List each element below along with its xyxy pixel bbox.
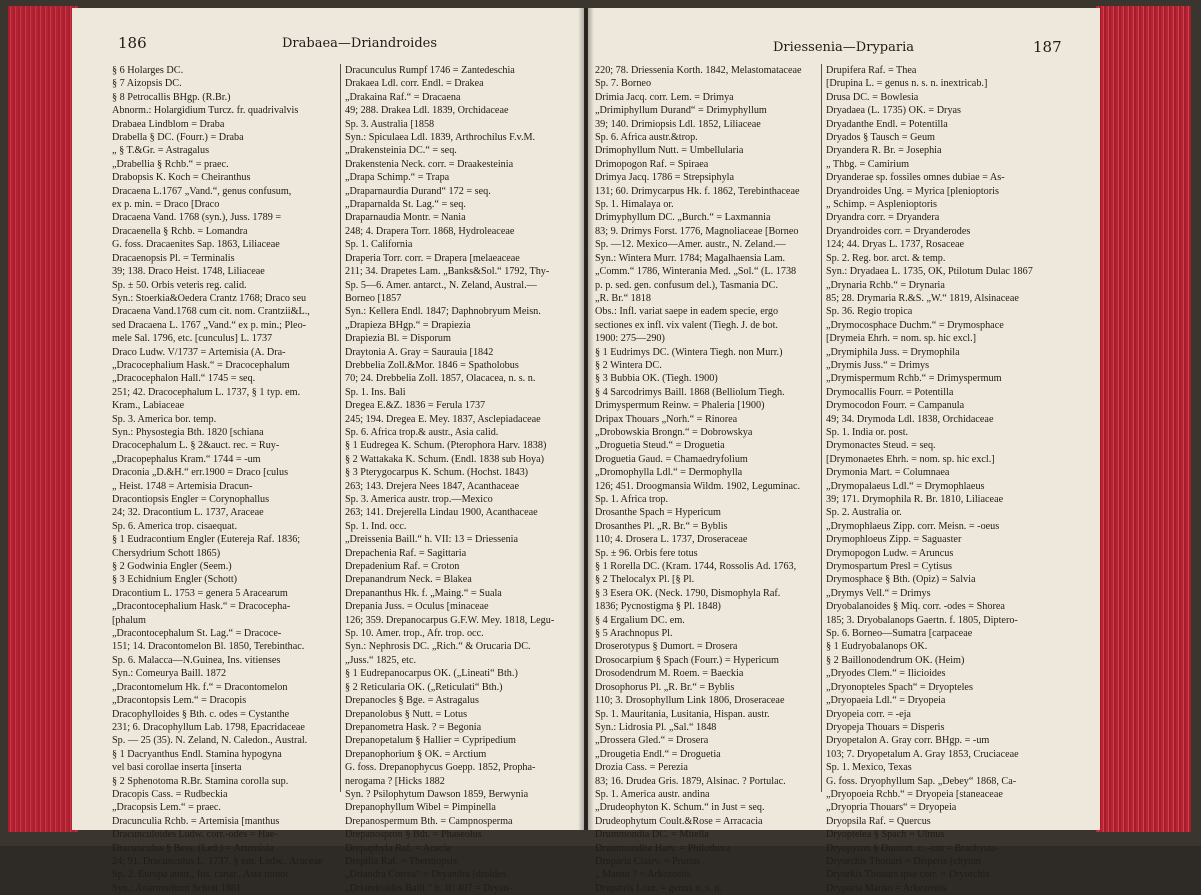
entry-line: § 7 Aizopsis DC. (112, 78, 182, 90)
left-page-number: 186 (118, 34, 147, 52)
entry-line: sed Dracaena L. 1767 „Vand.“ ex p. min.; Pleo- (112, 319, 307, 331)
entry-line: „Drymis Juss.“ = Drimys (826, 359, 930, 371)
entry-line: Drymonactes Steud. = seq. (826, 440, 936, 452)
entry-line: Sp. ± 50. Orbis veteris reg. calid. (112, 279, 247, 291)
entry-line: Drozia Cass. = Perezia (595, 762, 688, 774)
entry-line: 248; 4. Drapera Torr. 1868, Hydroleaceae (345, 225, 515, 237)
entry-line: Drimia Jacq. corr. Lem. = Drimya (595, 91, 734, 103)
entry-line: Drabaea Lindblom = Draba (112, 118, 225, 130)
entry-line: 39; 140. Drimiopsis Ldl. 1852, Liliaceae (595, 118, 761, 130)
entry-line: Sp. 7. Borneo (595, 78, 652, 90)
entry-line: Drummondia DC. = Mitella (595, 829, 709, 841)
entry-line: Dracontiopsis Engler = Corynophallus (112, 494, 270, 505)
entry-line: § 1 Eudrimys DC. (Wintera Tiegh. non Murr.) (595, 346, 783, 358)
entry-line: 24; 91. Dracunculus L. 1737, § em. Ludw., Araceae (112, 855, 323, 867)
entry-line: G. foss. Drepanophycus Goepp. 1852, Propha- (345, 762, 536, 774)
entry-line: Dryopetalon A. Gray corr. BHgp. = -um (826, 735, 990, 747)
entry-line: Dracaena Vand.1768 cum cit. nom. Crantzii&L., (112, 306, 310, 318)
entry-line: Draco Ludw. V/1737 = Artemisia (A. Dra- (112, 346, 286, 358)
entry-line: § 3 Esera OK. (Neck. 1790, Dismophyla Raf. (595, 587, 781, 599)
entry-line: G. foss. Dracaenites Sap. 1863, Liliaceae (112, 239, 280, 251)
left-page-edges (8, 6, 78, 832)
entry-line: Draytonia A. Gray = Saurauia [1842 (345, 346, 494, 358)
entry-line: G. foss. Dryophyllum Sap. „Debey“ 1868, Ca- (826, 775, 1017, 787)
entry-line: Dryopeia corr. = -eja (826, 708, 911, 720)
entry-line: Sp. —12. Mexico—Amer. austr., N. Zeland.— (595, 239, 786, 251)
entry-line: Syn.: Anarmodium Schott 1861 (112, 882, 242, 894)
column-divider (821, 64, 822, 792)
entry-line: „ Schimp. = Asplenioptoris (826, 199, 938, 211)
entry-line: 83; 9. Drimys Forst. 1776, Magnoliaceae [Borneo (595, 225, 799, 237)
entry-line: Droserotypus § Dumort. = Drosera (595, 641, 738, 653)
entry-line: Druparia Clairv. = Prunus (595, 855, 701, 867)
entry-line: Drimya Jacq. 1786 = Strepsiphyla (595, 172, 735, 184)
entry-line: Dracocephalum L. § 2&auct. rec. = Ruy- (112, 440, 280, 452)
entry-line: 49; 34. Drymoda Ldl. 1838, Orchidaceae (826, 413, 994, 425)
entry-line: Sp. 6. America trop. cisaequat. (112, 520, 238, 532)
entry-line: 110; 3. Drosophyllum Link 1806, Droseraceae (595, 695, 785, 707)
entry-line: Dryandera R. Br. = Josephia (826, 145, 942, 157)
entry-line: nerogama ? [Hicks 1882 (345, 775, 445, 787)
entry-line: Drymospartum Presl = Cytisus (826, 561, 953, 573)
entry-line: „Dryopaeia Ldl.“ = Dryopeia (826, 695, 946, 707)
entry-line: 245; 194. Dregea E. Mey. 1837, Asclepiadaceae (345, 413, 541, 425)
entry-line: 131; 60. Drimycarpus Hk. f. 1862, Terebinthaceae (595, 185, 800, 197)
entry-line: Sp. 1. Ins. Bali (345, 386, 406, 398)
entry-line: Drosanthes Pl. „R. Br.“ = Byblis (595, 520, 728, 532)
entry-line: „Drymocosphace Duchm.“ = Drymosphace (826, 319, 1004, 331)
entry-line: „Drymys Vell.“ = Drimys (826, 587, 931, 599)
entry-line: Sp. ± 96. Orbis fere totus (595, 547, 698, 559)
entry-line: Drimyspermum Reinw. = Phaleria [1900) (595, 400, 765, 412)
entry-line: „Dracontomelum Hk. f.“ = Dracontomelon (112, 681, 288, 693)
entry-line: 251; 42. Dracocephalum L. 1737, § 1 typ. em. (112, 386, 301, 398)
entry-line: § 2 Reticularia OK. („Reticulati“ Bth.) (345, 681, 503, 693)
entry-line: Dryorkis Thouars ipse corr. = Dryorchis (826, 869, 990, 881)
column-divider (340, 64, 341, 792)
entry-line: Drebbelia Zoll.&Mor. 1846 = Spatholobus (345, 359, 519, 371)
entry-line: „Drakensteinia DC.“ = seq. (345, 145, 457, 157)
entry-line: „Droguetia Steud.“ = Droguetia (595, 440, 725, 452)
entry-line: Dryopyron § Dumort. c. -um = Brachysta- (826, 842, 999, 854)
entry-line: 110; 4. Drosera L. 1737, Droseraceae (595, 534, 748, 546)
entry-line: Drepanolobus § Nutt. = Lotus (345, 708, 468, 720)
entry-line: Syn. ? Psilophytum Dawson 1859, Berwynia (345, 788, 529, 800)
entry-line: 1900: 275—290) (595, 333, 665, 345)
entry-line: Syn.: Spiculaea Ldl. 1839, Arthrochilus F.v.M. (345, 132, 536, 144)
entry-line: 39; 138. Draco Heist. 1748, Liliaceae (112, 266, 265, 278)
entry-line: Syn.: Comeurya Baill. 1872 (112, 668, 227, 680)
entry-line: 231; 6. Dracophyllum Lab. 1798, Epacridaceae (112, 721, 305, 733)
entry-line: „Dryopoeia Rchb.“ = Dryopeia [staneaceae (826, 788, 1003, 800)
entry-line: 220; 78. Driessenia Korth. 1842, Melastomataceae (595, 65, 802, 76)
entry-line: Syn.: Dryadaea L. 1735, OK, Ptilotum Dulac 1867 (826, 266, 1033, 278)
entry-line: ex p. min. = Draco [Draco (112, 199, 220, 211)
entry-line: Drosanthe Spach = Hypericum (595, 507, 721, 519)
right-page-header: Driessenia—Dryparia (773, 40, 914, 55)
left-column-2 (345, 64, 567, 895)
entry-line: Sp. 1. Ind. occ. (345, 520, 407, 532)
entry-line: Dryandra corr. = Dryandera (826, 212, 940, 224)
entry-line: Drummondita Harv. = Philotheca (595, 842, 731, 854)
entry-line: Drabella § DC. (Fourr.) = Draba (112, 132, 244, 144)
entry-line: Sp. 6. Africa trop.& austr., Asia calid. (345, 426, 499, 438)
entry-line: „Dracontocephalum St. Lag.“ = Dracoce- (112, 628, 282, 640)
entry-line: „Drakaina Raf.“ = Dracaena (345, 91, 461, 103)
entry-line: „Drapieza BHgp.“ = Drapiezia (345, 319, 471, 331)
entry-line: [Drupina L. = genus n. s. n. inextricab.] (826, 78, 988, 90)
entry-line: „Driandra Correa“ = Dryandra [droides (345, 869, 506, 881)
entry-line: § 8 Petrocallis BHgp. (R.Br.) (112, 91, 231, 103)
entry-line: Drepananthus Hk. f. „Maing.“ = Suala (345, 587, 502, 599)
entry-line: § 1 Dacryanthus Endl. Stamina hypogyna (112, 748, 282, 760)
entry-line: Sp. 10. Amer. trop., Afr. trop. occ. (345, 628, 484, 640)
entry-line: Dryandroides Ung. = Myrica [plenioptoris (826, 185, 999, 197)
entry-line: Dryanderae sp. fossiles omnes dubiae = As- (826, 172, 1005, 184)
entry-line: Drepanophyllum Wibel = Pimpinella (345, 802, 496, 814)
entry-line: Dracaena Vand. 1768 (syn.), Juss. 1789 = (112, 212, 282, 224)
entry-line: „ Heist. 1748 = Artemisia Dracun- (112, 480, 253, 492)
entry-line: Drakaea Ldl. corr. Endl. = Drakea (345, 78, 484, 90)
entry-line: „Drymophlaeus Zipp. corr. Meisn. = -oeus (826, 520, 1000, 532)
entry-line: Sp. 1. Africa trop. (595, 494, 668, 505)
entry-line: 39; 171. Drymophila R. Br. 1810, Liliaceae (826, 494, 1004, 505)
entry-line: Dryopeja Thouars = Disperis (826, 721, 945, 733)
entry-line: § 2 Wattakaka K. Schum. (Endl. 1838 sub Hoya) (345, 453, 545, 465)
entry-line: 126; 359. Drepanocarpus G.F.W. Mey. 1818, Legu- (345, 614, 555, 626)
entry-line: Dracopis Cass. = Rudbeckia (112, 788, 228, 800)
entry-line: Sp. 3. America austr. trop.—Mexico (345, 494, 493, 505)
entry-line: Drapiezia Bl. = Disporum (345, 333, 451, 345)
entry-line: Drosophorus Pl. „R. Br.“ = Byblis (595, 681, 735, 693)
entry-line: „Drimiphyllum Durand“ = Drimyphyllum (595, 105, 767, 117)
entry-line: Drepanospron § Bth. = Phaseolus (345, 829, 482, 841)
entry-line: Drudeophytum Coult.&Rose = Arracacia (595, 815, 763, 827)
entry-line: „Drabellia § Rchb.“ = praec. (112, 158, 229, 170)
entry-line: „R. Br.“ 1818 (595, 292, 652, 304)
entry-line: „ Thbg. = Camirium (826, 158, 910, 170)
entry-line: Drimyphyllum DC. „Burch.“ = Laxmannia (595, 212, 771, 224)
entry-line: Drusa DC. = Bowlesia (826, 91, 919, 103)
entry-line: Sp. 36. Regio tropica (826, 306, 913, 318)
entry-line: 185; 3. Dryobalanops Gaertn. f. 1805, Diptero- (826, 614, 1018, 626)
entry-line: Sp. 3. America bor. temp. (112, 413, 217, 425)
entry-line: „Draparnalda St. Lag.“ = seq. (345, 199, 466, 211)
entry-line: 70; 24. Drebbelia Zoll. 1857, Olacacea, n. s. n. (345, 373, 536, 385)
entry-line: Sp. 2. Reg. bor. arct. & temp. (826, 252, 946, 264)
entry-line: Draperia Torr. corr. = Drapera [melaeaceae (345, 252, 520, 264)
entry-line: [Drymeia Ehrh. = nom. sp. hic excl.] (826, 333, 977, 345)
entry-line: Sp. 3. Australia [1858 (345, 118, 435, 130)
entry-line: 49; 288. Drakea Ldl. 1839, Orchidaceae (345, 105, 509, 117)
entry-line: Obs.: Infl. variat saepe in eadem specie, ergo (595, 306, 779, 318)
entry-line: Syn.: Lidrosia Pl. „Sal.“ 1848 (595, 721, 717, 733)
entry-line: Sp. — 25 (35). N. Zeland, N. Caledon., Austral. (112, 735, 308, 747)
entry-line: Sp. 1. America austr. andina (595, 788, 710, 800)
entry-line: Drosocarpium § Spach (Fourr.) = Hypericum (595, 654, 779, 666)
left-page-header: Drabaea—Driandroides (282, 36, 438, 51)
entry-line: Drepachenia Raf. = Sagittaria (345, 547, 467, 559)
entry-line: „Dreissenia Baill.“ h. VII: 13 = Driessenia (345, 534, 519, 546)
entry-line: „Drossera Gled.“ = Drosera (595, 735, 709, 747)
entry-line: sectiones ex infl. vix valent (Tiegh. J. de bot. (595, 319, 778, 331)
entry-line: § 1 Eudracontium Engler (Eutereja Raf. 1836; (112, 534, 301, 546)
entry-line: Drepaphyla Raf. = Acacia (345, 842, 451, 854)
entry-line: 24; 32. Dracontium L. 1737, Araceae (112, 507, 264, 519)
entry-line: „Juss.“ 1825, etc. (345, 654, 417, 666)
entry-line: „Dracontopsis Lem.“ = Dracopis (112, 695, 247, 707)
entry-line: Drepanophorium § OK. = Arctium (345, 748, 487, 760)
entry-line: 103; 7. Dryopetalum A. Gray 1853, Cruciaceae (826, 748, 1019, 760)
entry-line: Drimophyllum Nutt. = Umbellularia (595, 145, 744, 157)
right-page-number: 187 (1033, 38, 1062, 56)
entry-line: Drupatris Lour. = genus n. s. n. (595, 882, 722, 894)
entry-line: [phalum (112, 614, 146, 626)
entry-line: „ § T.&Gr. = Astragalus (112, 145, 210, 157)
entry-line: „Drymiphila Juss. = Drymophila (826, 346, 960, 358)
entry-line: Drepanopetalum § Hallier = Cypripedium (345, 735, 516, 747)
entry-line: Dryorchis Thouars = Disperis [chyum (826, 855, 981, 867)
entry-line: Drabopsis K. Koch = Cheiranthus (112, 172, 251, 184)
entry-line: 83; 16. Drudea Gris. 1879, Alsinac. ? Portulac. (595, 775, 786, 787)
entry-line: § 4 Ergalium DC. em. (595, 614, 685, 626)
entry-line: Chersydrium Schott 1865) (112, 547, 221, 559)
entry-line: „Dromophylla Ldl.“ = Dermophylla (595, 467, 743, 479)
entry-line: mele Sal. 1796, etc. [cunculus] L. 1737 (112, 333, 273, 345)
entry-line: § 2 Godwinia Engler (Seem.) (112, 561, 232, 573)
entry-line: Dregea E.&Z. 1836 = Ferula 1737 (345, 400, 486, 412)
entry-line: „Comm.“ 1786, Winterania Med. „Sol.“ (L. 1738 (595, 266, 797, 278)
entry-line: Drymosphace § Bth. (Opiz) = Salvia (826, 574, 976, 586)
entry-line: Drosodendrum M. Roem. = Baeckia (595, 668, 744, 680)
entry-line: Sp. 1. Himalaya or. (595, 199, 674, 211)
entry-line: Dracaenopsis Pl. = Terminalis (112, 252, 235, 264)
right-column-1 (595, 64, 817, 895)
entry-line: Dryados § Tausch = Geum (826, 132, 935, 144)
entry-line: § 2 Sphenotoma R.Br. Stamina corolla sup. (112, 775, 289, 787)
entry-line: § 5 Arachnopus Pl. (595, 628, 673, 640)
entry-line: „Dracocephalon Hall.“ 1745 = seq. (112, 373, 256, 385)
entry-line: Drakenstenia Neck. corr. = Draakesteinia (345, 158, 514, 170)
entry-line: Dripax Thouars „Norh.“ = Rinorea (595, 413, 738, 425)
entry-line: Sp. 1. Mexico, Texas (826, 762, 912, 774)
entry-line: Dryoptelea § Spach = Ulmus (826, 829, 945, 841)
entry-line: 85; 28. Drymaria R.&S. „W.“ 1819, Alsinaceae (826, 292, 1019, 304)
entry-line: vel basi corollae inserta [inserta (112, 762, 242, 774)
right-page-edges (1096, 6, 1191, 832)
entry-line: Dracontium L. 1753 = genera 5 Aracearum (112, 587, 288, 599)
entry-line: § 2 Wintera DC. (595, 359, 662, 371)
entry-line: Sp. 6. Borneo—Sumatra [carpaceae (826, 628, 973, 640)
entry-line: „ Manso ? = Arkezostis (595, 869, 691, 881)
entry-line: Dryadanthe Endl. = Potentilla (826, 118, 948, 130)
entry-line: Droguetia Gaud. = Chamaedryfolium (595, 453, 748, 465)
entry-line: 151; 14. Dracontomelon Bl. 1850, Terebinthac. (112, 641, 305, 653)
entry-line: § 2 Thelocalyx Pl. [§ Pl. (595, 574, 695, 586)
entry-line: 126; 451. Droogmansia Wildm. 1902, Leguminac. (595, 480, 801, 492)
entry-line: p. p. sed. gen. confusum del.), Tasmania DC. (595, 279, 779, 291)
entry-line: Drepanospermum Bth. = Campnosperma (345, 815, 513, 827)
entry-line: Drepilia Raf. = Thermopsis (345, 855, 457, 867)
entry-line: [Drymonaetes Ehrh. = nom. sp. hic excl.] (826, 453, 995, 465)
entry-line: Dracaena L.1767 „Vand.“, genus confusum, (112, 185, 292, 197)
entry-line: Sp. 1. California (345, 239, 413, 251)
entry-line: Syn.: Kellera Endl. 1847; Daphnobryum Meisn. (345, 306, 541, 318)
entry-line: Dryadaea (L. 1735) OK. = Dryas (826, 105, 962, 117)
entry-line: Syn.: Physostegia Bth. 1820 [schiana (112, 426, 264, 438)
right-page (588, 8, 1100, 894)
entry-line: Kram., Labiaceae (112, 400, 185, 412)
entry-line: „Drougetia Endl.“ = Droguetia (595, 748, 721, 760)
entry-line: Drymocodon Fourr. = Campanula (826, 400, 965, 412)
entry-line: „Dryodes Clem.“ = Ilicioides (826, 668, 946, 680)
entry-line: „Dryonopteles Spach“ = Dryopteles (826, 681, 973, 693)
entry-line: Dracaenella § Rchb. = Lomandra (112, 225, 248, 237)
entry-line: Drymopogon Ludw. = Aruncus (826, 547, 954, 559)
entry-line: „Driandroides Baill.“ h. II: 407 = Dryan- (345, 882, 512, 894)
right-column-2 (826, 64, 1048, 895)
entry-line: Dracunculus Rumpf 1746 = Zantedeschia (345, 65, 515, 76)
entry-line: Dryobalanoides § Miq. corr. -odes = Shorea (826, 601, 1005, 613)
entry-line: Sp. 6. Africa austr.&trop. (595, 132, 698, 144)
entry-line: „Dracopephalus Kram.“ 1744 = -um (112, 453, 261, 465)
entry-line: 1836; Pycnostigma § Pl. 1848) (595, 601, 721, 613)
entry-line: „Drobowskia Brongn.“ = Dobrowskya (595, 426, 753, 438)
entry-line: „Dracopsis Lem.“ = praec. (112, 802, 221, 814)
entry-line: Syn.: Nephrosis DC. „Rich.“ & Orucaria DC. (345, 641, 531, 653)
entry-line: Dracunculus § Bess. (Led.) = Artemisia (112, 842, 274, 854)
entry-line: § 1 Eudrepanocarpus OK. („Lineati“ Bth.) (345, 668, 518, 680)
entry-line: „Drapa Schimp.“ = Trapa (345, 172, 450, 184)
entry-line: § 3 Pterygocarpus K. Schum. (Hochst. 1843) (345, 467, 529, 479)
entry-line: Syn.: Wintera Murr. 1784; Magalhaensia Lam. (595, 252, 786, 264)
entry-line: 211; 34. Drapetes Lam. „Banks&Sol.“ 1792, Thy- (345, 266, 550, 278)
entry-line: Sp. 1. India or. post. (826, 426, 909, 438)
entry-line: Drymocallis Fourr. = Potentilla (826, 386, 954, 398)
entry-line: Drepadenium Raf. = Croton (345, 561, 460, 573)
entry-line: „Draparnaurdia Durand“ 172 = seq. (345, 185, 491, 197)
entry-line: „Dryopria Thouars“ = Dryopeia (826, 802, 957, 814)
entry-line: Draconia „D.&H.“ err.1900 = Draco [culus (112, 467, 289, 479)
entry-line: Drepanocles § Bge. = Astragalus (345, 695, 479, 707)
entry-line: Drimopogon Raf. = Spiraea (595, 158, 709, 170)
entry-line: Drupifera Raf. = Thea (826, 65, 917, 76)
entry-line: Dryparia Manso = Arkezostis (826, 882, 947, 894)
entry-line: Sp. 1. Mauritania, Lusitania, Hispan. austr. (595, 708, 770, 720)
entry-line: „Drymispermum Rchb.“ = Drimyspermum (826, 373, 1002, 385)
left-page (72, 8, 584, 894)
entry-line: Dryandroides corr. = Dryanderodes (826, 225, 971, 237)
entry-line: Dracophylloides § Bth. c. odes = Cystanthe (112, 708, 290, 720)
entry-line: Sp. 5—6. Amer. antarct., N. Zeland, Austral.— (345, 279, 537, 291)
entry-line: § 4 Sarcodrimys Baill. 1868 (Belliolum Tiegh. (595, 386, 785, 398)
entry-line: § 1 Rorella DC. (Kram. 1744, Rossolis Ad. 1763, (595, 561, 797, 573)
entry-line: § 3 Bubbia OK. (Tiegh. 1900) (595, 373, 718, 385)
entry-line: Drymonia Mart. = Columnaea (826, 467, 950, 479)
entry-line: Drepania Juss. = Oculus [minaceae (345, 601, 489, 613)
entry-line: Draparnaudia Montr. = Nania (345, 212, 466, 224)
entry-line: „Dracocephalium Hask.“ = Dracocephalum (112, 359, 290, 371)
entry-line: „Drudeophyton K. Schum.“ in Just = seq. (595, 802, 765, 814)
entry-line: Abnorm.: Holargidium Turcz. fr. quadrivalvis (112, 105, 299, 117)
entry-line: § 2 Baillonodendrum OK. (Heim) (826, 654, 965, 666)
entry-line: Borneo [1857 (345, 292, 402, 304)
entry-line: Syn.: Stoerkia&Oedera Crantz 1768; Draco seu (112, 292, 307, 304)
entry-line: Dracunculia Rchb. = Artemisia [manthus (112, 815, 280, 827)
entry-line: § 1 Eudryobalanops OK. (826, 641, 928, 653)
entry-line: Drepanometra Hask. ? = Begonia (345, 721, 482, 733)
entry-line: Sp. 2. Europa austr., Ins. canar., Asia minor (112, 869, 289, 881)
entry-line: Sp. 2. Australia or. (826, 507, 902, 519)
book-gutter (578, 8, 594, 830)
entry-line: § 6 Holarges DC. (112, 65, 184, 76)
entry-line: „Drymopalaeus Ldl.“ = Drymophlaeus (826, 480, 985, 492)
entry-line: 263; 143. Drejera Nees 1847, Acanthaceae (345, 480, 519, 492)
entry-line: Dracunculoides Ludw. corr.-odes = Hae- (112, 829, 278, 841)
entry-line: Drepanandrum Neck. = Blakea (345, 574, 472, 586)
entry-line: „Drynaria Rchb.“ = Drynaria (826, 279, 945, 291)
entry-line: Drymophloeus Zipp. = Saguaster (826, 534, 962, 546)
entry-line: 263; 141. Drejerella Lindau 1900, Acanthaceae (345, 507, 538, 519)
entry-line: Dryopsila Raf. = Quercus (826, 815, 931, 827)
entry-line: § 3 Echidnium Engler (Schott) (112, 574, 238, 586)
entry-line: Sp. 6. Malacca—N.Guinea, Ins. vitienses (112, 654, 281, 666)
entry-line: 124; 44. Dryas L. 1737, Rosaceae (826, 239, 965, 251)
left-column-1 (112, 64, 334, 895)
entry-line: „Dracontocephalium Hask.“ = Dracocepha- (112, 601, 291, 613)
entry-line: § 1 Eudregea K. Schum. (Pterophora Harv. 1838) (345, 440, 547, 452)
